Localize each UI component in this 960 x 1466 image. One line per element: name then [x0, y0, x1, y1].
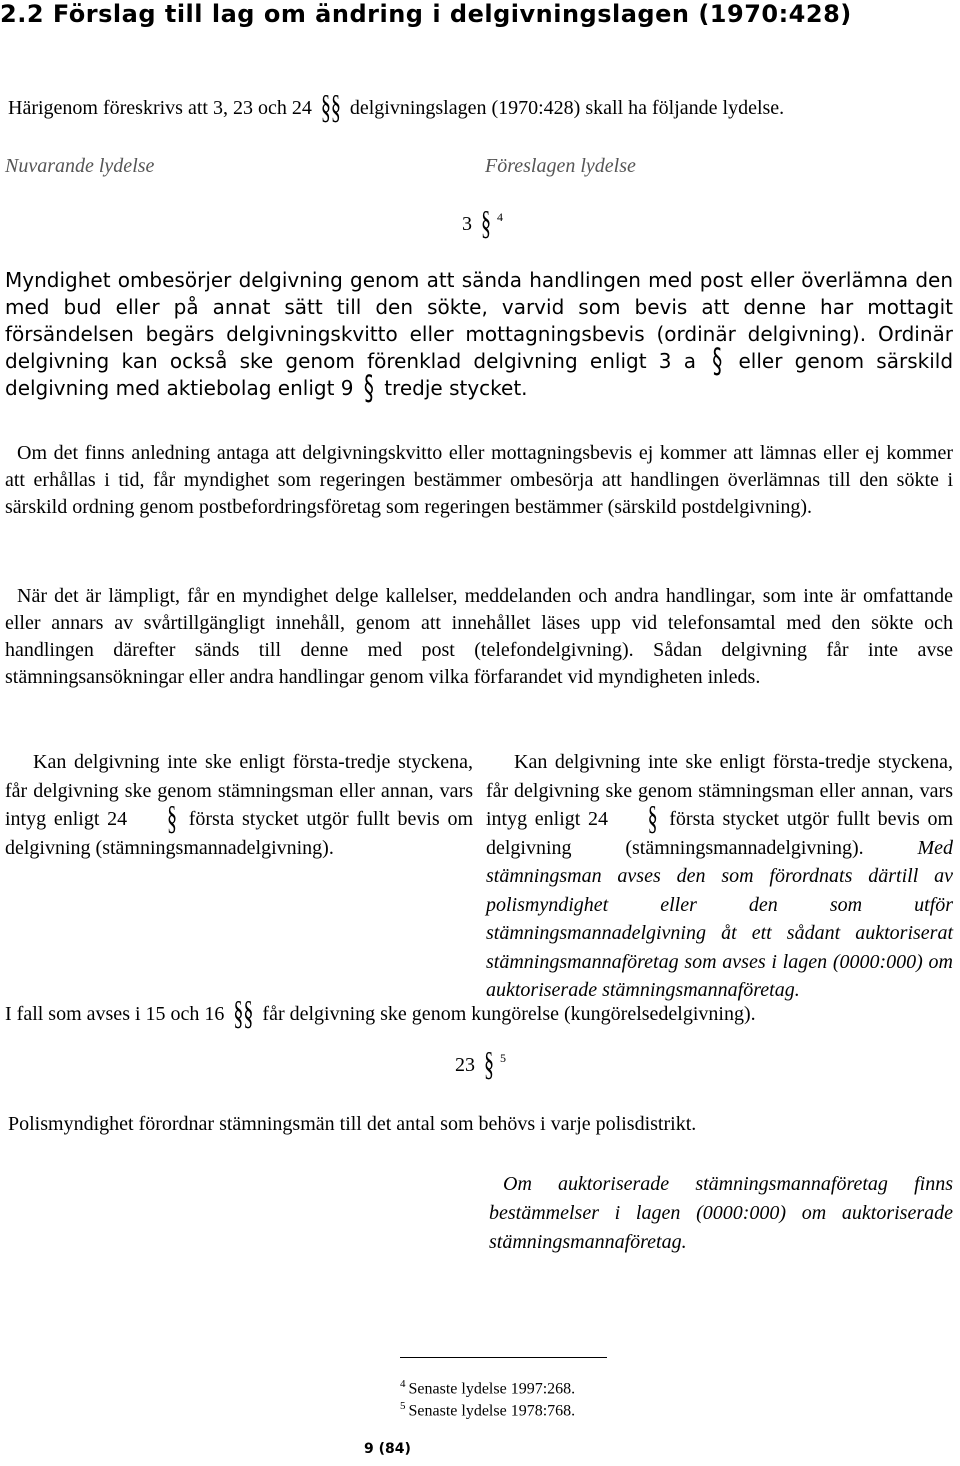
page-heading: 2.2 Förslag till lag om ändring i delgivningslagen (1970:428) — [0, 0, 852, 28]
section-3-heading — [462, 204, 503, 243]
section-number: 3 — [462, 213, 472, 235]
paragraph-2: Om det finns anledning antaga att delgivningskvitto eller mottagningsbevis ej kommer att lämnas eller ej kommer att erhållas i tid, får myndighet som regeringen bestämmer ombesörja att handlingen överlämnas till den sökte i särskild ordning genom postbefordringsföretag som regeringen bestämmer (särskild postdelgivning). — [5, 442, 953, 518]
paragraph-1-text: Myndighet ombesörjer delgivning genom att sända handlingen med post eller överlämna den med bud eller på annat sätt till den sökte, varvid som bevis att denne har mottagit försändelsen begärs delgivningskvitto eller mottagningsbevis (ordinär delgivning). Ordinär delgivning kan också ske genom förenklad delgivning enligt 3 a — [5, 268, 953, 373]
section-sign-icon: § — [166, 800, 177, 838]
section-sign-icon: §§ — [233, 994, 254, 1033]
footnote-5 — [400, 1400, 575, 1420]
footnote-text: Senaste lydelse 1978:768. — [408, 1402, 576, 1420]
footnote-ref: 5 — [500, 1051, 506, 1065]
current-text-end: första stycket utgör fullt bevis om delgivning (stämningsmannadelgivning). — [5, 808, 474, 859]
kungorelse-before: I fall som avses i 15 och 16 — [5, 1003, 225, 1025]
paragraph-3: När det är lämpligt, får en myndighet delge kallelser, meddelanden och andra handlingar, som inte är omfattande eller annars av svårtillgängligt innehåll, genom att innehållet läses upp vid telefonsamtal med den sökte och handlingen därefter sänds till denne med post (telefondelgivning). Sådan delgivning får inte avse stämningsansökningar eller andra handlingar genom vilka förfarandet vid myndigheten inleds. — [5, 585, 953, 688]
page-number: 9 (84) — [364, 1441, 411, 1457]
paragraph-1-mid: eller genom särskild delgivning med aktiebolag enligt 9 — [5, 349, 954, 400]
footnote-ref: 4 — [497, 210, 503, 224]
proposed-wording-paragraph — [486, 748, 953, 1005]
section-number: 23 — [455, 1054, 475, 1076]
section-sign-icon: § — [712, 340, 723, 382]
section-sign-icon: § — [484, 1045, 494, 1084]
kungorelse-after: får delgivning ske genom kungörelse (kungörelsedelgivning). — [262, 1003, 756, 1025]
kungorelse-paragraph — [5, 994, 756, 1033]
footnote-4 — [400, 1378, 575, 1398]
paragraph-1-end: tredje stycket. — [384, 376, 528, 400]
section-sign-icon: § — [481, 204, 491, 243]
polis-paragraph: Polismyndighet förordnar stämningsmän till det antal som behövs i varje polisdistrikt. — [8, 1113, 697, 1135]
auktoriserade-paragraph: Om auktoriserade stämningsmannaföretag finns bestämmelser i lagen (0000:000) om auktoriserade stämningsmannaföretag. — [489, 1173, 953, 1253]
footnote-marker: 5 — [400, 1400, 406, 1412]
section-23-heading — [455, 1045, 506, 1084]
paragraph-1 — [5, 267, 954, 409]
current-text: Kan delgivning inte ske enligt första-tredje styckena, får delgivning ske genom stämningsman eller annan, vars intyg enligt 24 — [5, 751, 473, 830]
footnote-text: Senaste lydelse 1997:268. — [408, 1380, 576, 1398]
section-sign-icon: § — [647, 800, 658, 838]
footnote-marker: 4 — [400, 1378, 406, 1390]
intro-text — [8, 88, 785, 127]
footnote-divider — [400, 1357, 607, 1358]
current-wording-paragraph — [5, 748, 473, 862]
proposed-wording-label: Föreslagen lydelse — [485, 155, 636, 177]
proposed-text: Kan delgivning inte ske enligt första-tredje styckena, får delgivning ske genom stämningsman eller annan, vars intyg enligt 24 — [486, 751, 953, 830]
proposed-text-addition: Med stämningsman avses den som förordnats därtill av polismyndighet eller den som utför stämningsmannadelgivning åt ett sådant auktoriserat stämningsmannaföretag som avses i lagen (0000:000) om auktoriserade stämningsmannaföretag. — [486, 836, 954, 1001]
current-wording-label: Nuvarande lydelse — [5, 155, 155, 177]
intro-after: delgivningslagen (1970:428) skall ha följande lydelse. — [349, 97, 785, 119]
section-sign-icon: §§ — [320, 88, 341, 127]
intro-before: Härigenom föreskrivs att 3, 23 och 24 — [8, 97, 312, 119]
proposed-text-end: första stycket utgör fullt bevis om delgivning (stämningsmannadelgivning). — [486, 808, 954, 859]
section-sign-icon: § — [363, 367, 374, 409]
